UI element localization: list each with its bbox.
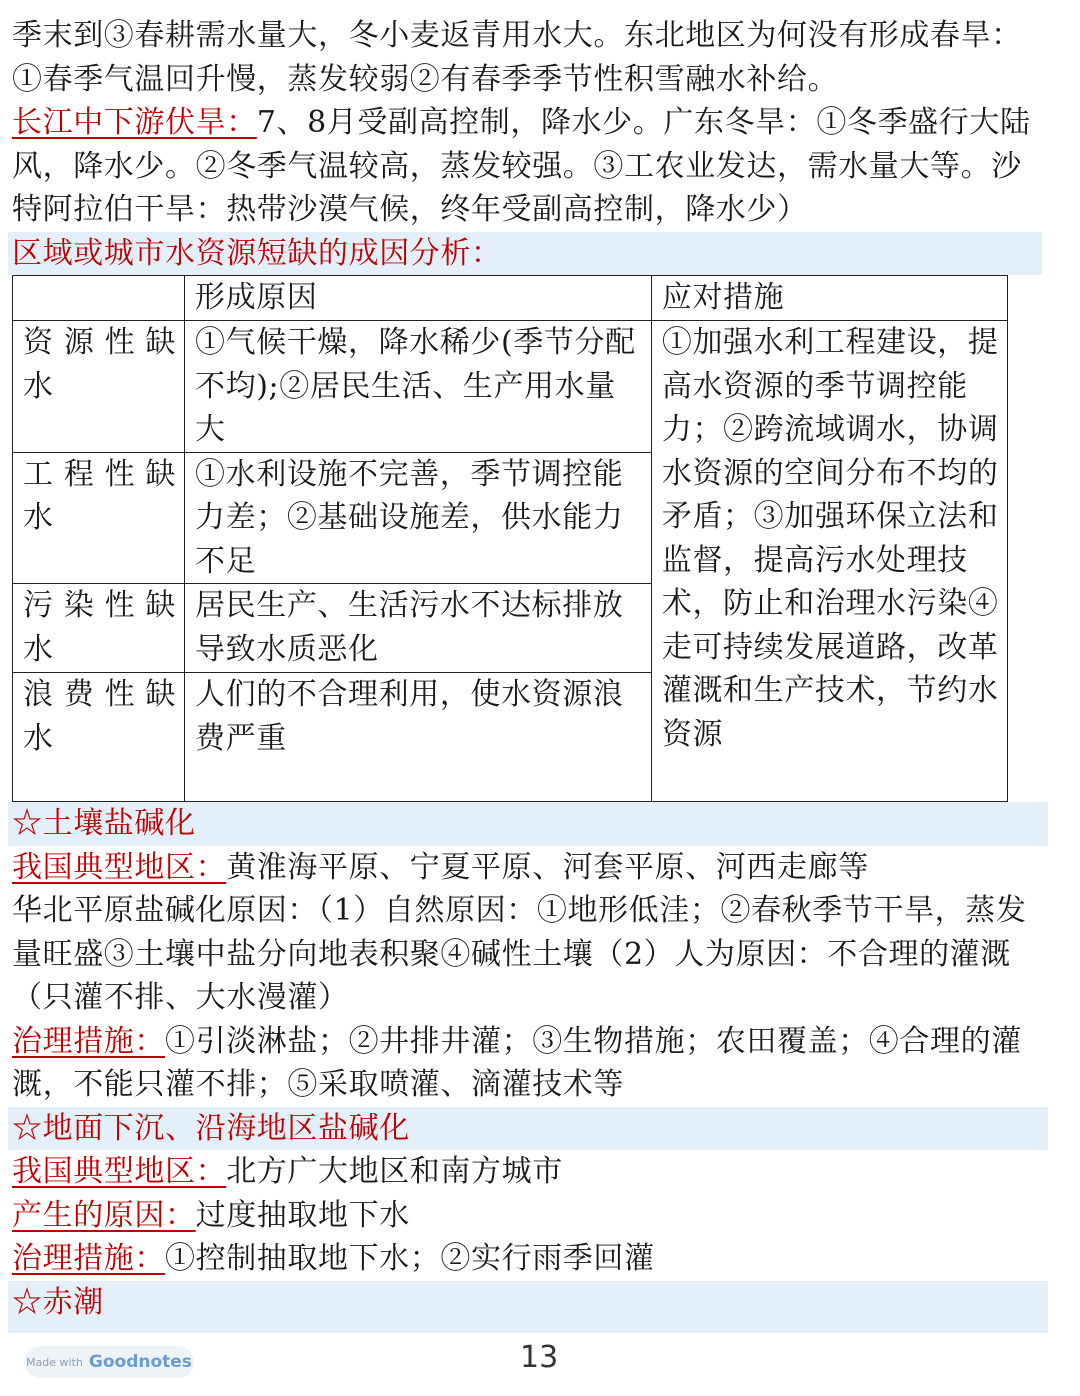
table-header-cell: 应对措施 <box>651 276 1007 321</box>
shortage-type-line: 浪费性缺 <box>23 677 177 712</box>
text-line <box>12 101 1048 145</box>
text-line <box>12 846 1048 890</box>
text-span: ①引淡淋盐；②井排井灌；③生物措施；农田覆盖；④合理的灌溉，不能只灌不排；⑤采取喷灌、滴灌技术等 <box>12 1023 1022 1102</box>
section-heading: ☆地面下沉、沿海地区盐碱化 <box>8 1107 1048 1151</box>
cause-cell: 居民生产、生活污水不达标排放导致水质恶化 <box>185 584 652 673</box>
shortage-type-line: 水 <box>23 631 54 667</box>
shortage-type-line: 水 <box>23 720 54 756</box>
text-line: ①春季气温回升慢，蒸发较弱②有春季季节性积雪融水补给。 <box>12 61 839 97</box>
water-shortage-table <box>12 275 1008 802</box>
text-line: 风，降水少。②冬季气温较高，蒸发较强。③工农业发达，需水量大等。沙 <box>12 148 1022 184</box>
text-line <box>12 1194 1048 1238</box>
shortage-type-cell <box>13 673 185 802</box>
highlight-label: 我国典型地区： <box>12 1154 227 1189</box>
table-header-cell: 形成原因 <box>185 276 652 321</box>
goodnotes-badge[interactable] <box>24 1346 194 1378</box>
cause-cell: 人们的不合理利用，使水资源浪费严重 <box>185 673 652 802</box>
text-span: 北方广大地区和南方城市 <box>226 1154 563 1189</box>
highlight-label: 治理措施： <box>12 1023 165 1059</box>
table-row <box>13 321 1008 453</box>
text-span: ①控制抽取地下水；②实行雨季回灌 <box>165 1241 655 1276</box>
page-content <box>12 14 1048 1333</box>
cause-cell: ①气候干燥，降水稀少(季节分配不均);②居民生活、生产用水量大 <box>185 321 652 453</box>
shortage-type-line: 水 <box>23 368 54 404</box>
page-number: 13 <box>520 1340 559 1375</box>
goodnotes-logo: Goodnotes <box>88 1352 192 1372</box>
text-paragraph: 华北平原盐碱化原因：（1）自然原因：①地形低洼；②春秋季节干旱，蒸发量旺盛③土壤中盐分向地表积聚④碱性土壤（2）人为原因：不合理的灌溉（只灌不排、大水漫灌） <box>12 893 1027 1015</box>
text-span: 过度抽取地下水 <box>195 1197 410 1233</box>
highlight-label: 我国典型地区： <box>12 849 227 885</box>
text-line: 特阿拉伯干旱：热带沙漠气候，终年受副高控制，降水少） <box>12 192 808 227</box>
highlight-label: 治理措施： <box>12 1241 165 1276</box>
section-heading: ☆赤潮 <box>8 1281 1048 1333</box>
table-header-cell <box>13 276 185 321</box>
highlight-label: 产生的原因： <box>12 1197 196 1233</box>
section-heading: ☆土壤盐碱化 <box>8 802 1048 846</box>
measures-cell: ①加强水利工程建设，提高水资源的季节调控能力；②跨流域调水，协调水资源的空间分布不均的矛盾；③加强环保立法和监督，提高污水处理技术，防止和治理水污染④走可持续发展道路，改革灌溉和生产技术，节约水资源 <box>651 321 1007 802</box>
text-span: 黄淮海平原、宁夏平原、河套平原、河西走廊等 <box>226 849 869 885</box>
made-with-label: Made with <box>26 1355 83 1369</box>
text-paragraph <box>12 1020 1048 1107</box>
shortage-type-cell <box>13 321 185 453</box>
shortage-type-cell <box>13 452 185 584</box>
text-line <box>12 1237 1048 1281</box>
section-heading: 区域或城市水资源短缺的成因分析： <box>8 232 1042 276</box>
shortage-type-line: 水 <box>23 500 54 535</box>
text-line: 季末到③春耕需水量大，冬小麦返青用水大。东北地区为何没有形成春旱： <box>12 18 1022 53</box>
table-header-row <box>13 276 1008 321</box>
highlight-label: 长江中下游伏旱： <box>12 105 257 140</box>
shortage-type-cell <box>13 584 185 673</box>
shortage-type-line: 污染性缺 <box>23 588 177 623</box>
shortage-type-line: 工程性缺 <box>23 456 177 492</box>
shortage-type-line: 资源性缺 <box>23 325 177 360</box>
page-footer <box>0 1340 1080 1386</box>
text-line <box>12 1150 1048 1194</box>
text-span: 7、8月受副高控制，降水少。广东冬旱：①冬季盛行大陆 <box>256 105 1031 140</box>
cause-cell: ①水利设施不完善，季节调控能力差；②基础设施差，供水能力不足 <box>185 452 652 584</box>
